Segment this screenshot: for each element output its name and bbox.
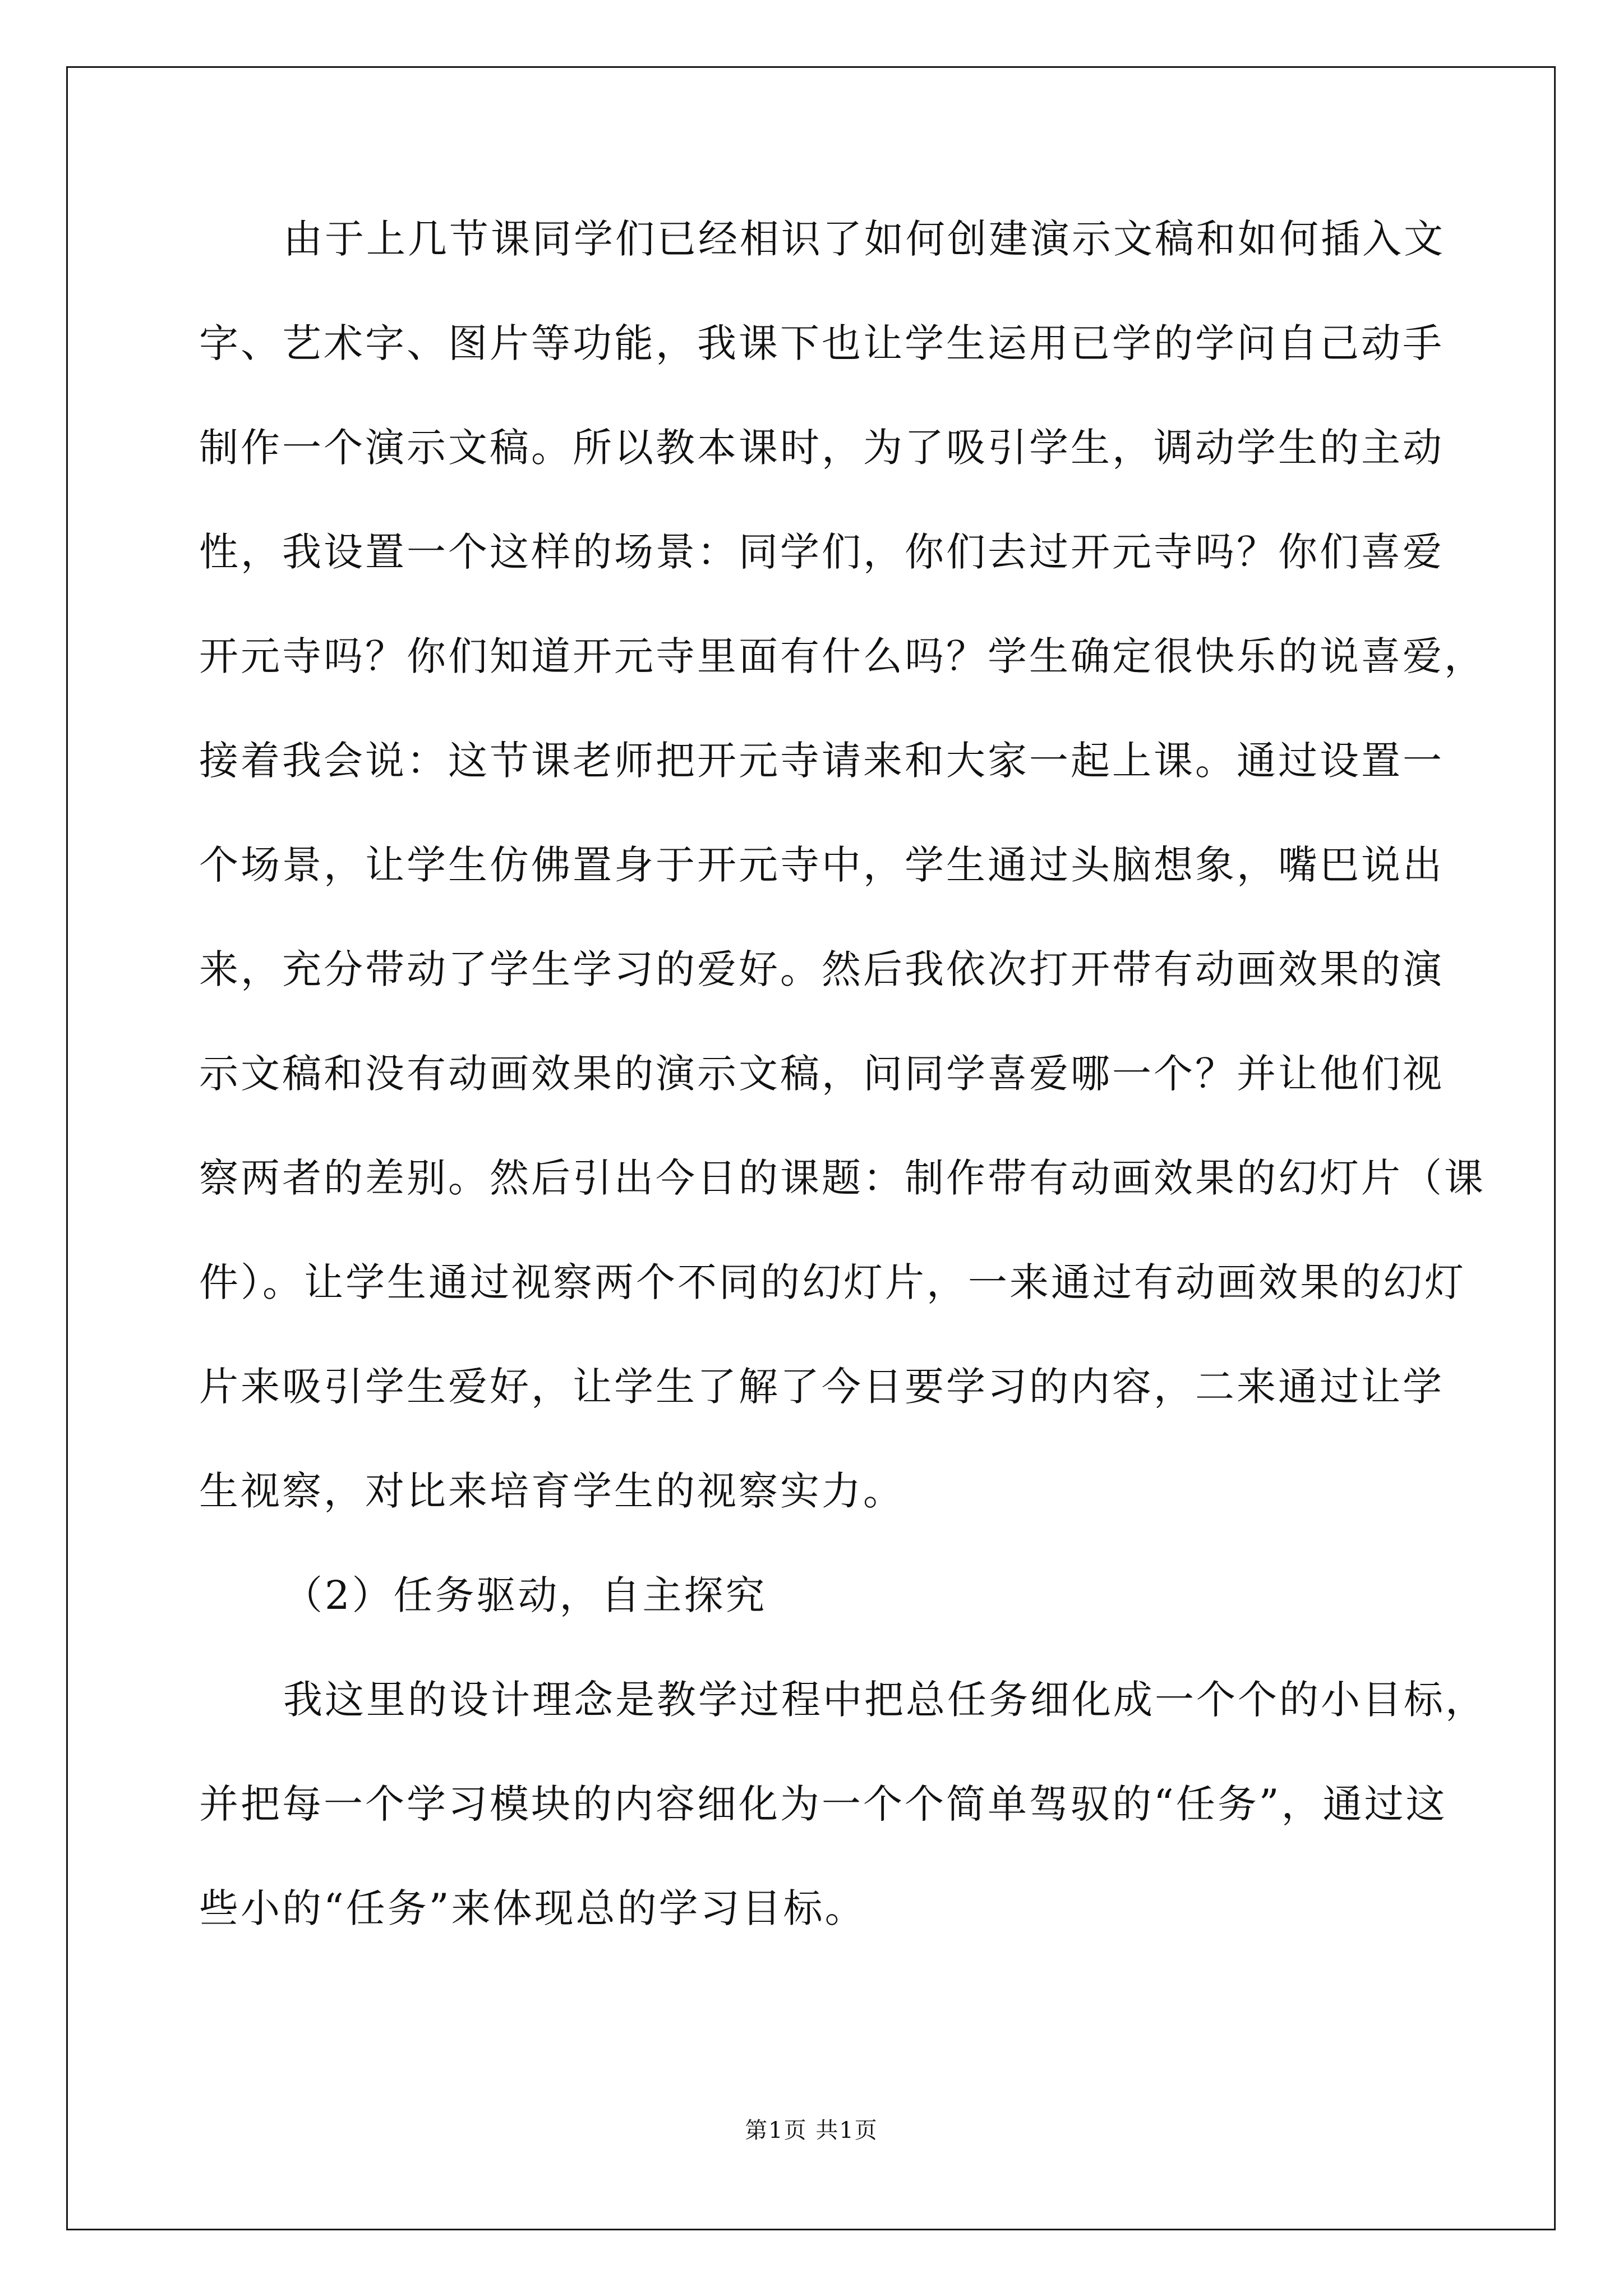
text-line: 开元寺吗？你们知道开元寺里面有什么吗？学生确定很快乐的说喜爱， <box>199 633 1486 679</box>
text-line: 个场景，让学生仿佛置身于开元寺中，学生通过头脑想象，嘴巴说出 <box>199 842 1444 888</box>
text-line: 由于上几节课同学们已经相识了如何创建演示文稿和如何插入文 <box>283 216 1445 262</box>
text-line: 示文稿和没有动画效果的演示文稿，问同学喜爱哪一个？并让他们视 <box>199 1051 1444 1097</box>
text-line: 并把每一个学习模块的内容细化为一个个简单驾驭的“任务”，通过这 <box>199 1781 1447 1827</box>
text-line: 来，充分带动了学生学习的爱好。然后我依次打开带有动画效果的演 <box>199 946 1444 992</box>
paragraph-2 <box>199 1674 1487 1934</box>
page-footer: 第1页 共1页 <box>745 2118 878 2143</box>
text-line: 片来吸引学生爱好，让学生了解了今日要学习的内容，二来通过让学 <box>199 1364 1444 1410</box>
text-line: 性，我设置一个这样的场景：同学们，你们去过开元寺吗？你们喜爱 <box>199 529 1444 575</box>
text-line: 件）。让学生通过视察两个不同的幻灯片，一来通过有动画效果的幻灯 <box>199 1259 1466 1305</box>
text-line: 些小的“任务”来体现总的学习目标。 <box>199 1885 866 1931</box>
text-line: 察两者的差别。然后引出今日的课题：制作带有动画效果的幻灯片（课 <box>199 1155 1486 1201</box>
paragraph-1 <box>199 213 1486 1517</box>
heading-text: （2）任务驱动，自主探究 <box>283 1572 767 1618</box>
text-line: 我这里的设计理念是教学过程中把总任务细化成一个个的小目标， <box>283 1677 1487 1723</box>
text-line: 生视察，对比来培育学生的视察实力。 <box>199 1468 905 1514</box>
text-line: 字、艺术字、图片等功能，我课下也让学生运用已学的学问自己动手 <box>199 320 1444 366</box>
text-line: 接着我会说：这节课老师把开元寺请来和大家一起上课。通过设置一 <box>199 738 1444 784</box>
section-heading <box>199 1570 1436 1621</box>
document-body <box>199 213 1487 1987</box>
text-line: 制作一个演示文稿。所以教本课时，为了吸引学生，调动学生的主动 <box>199 425 1444 471</box>
